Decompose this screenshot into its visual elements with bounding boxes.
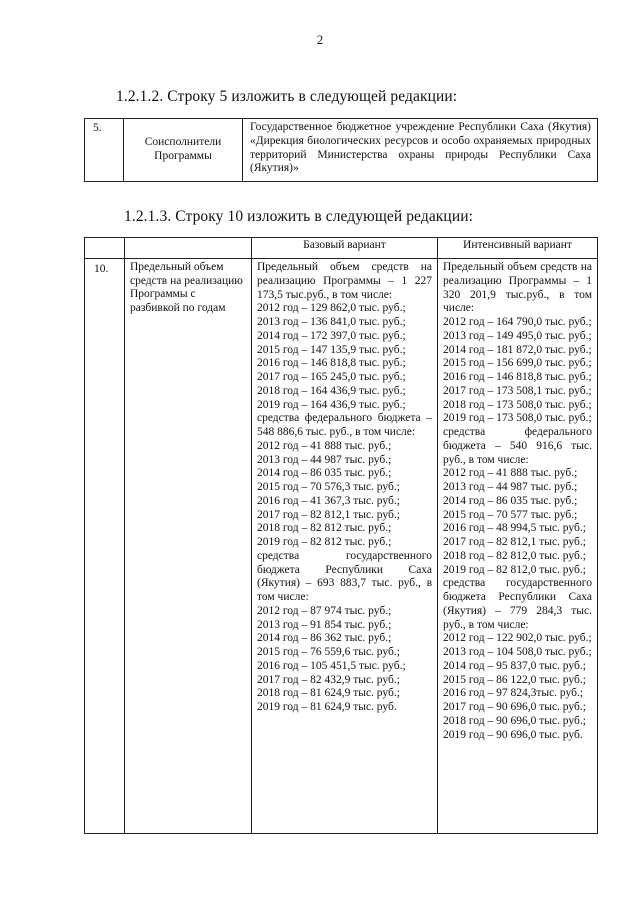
row-label: Соисполнители Программы xyxy=(124,119,243,182)
year-amount-line: 2017 год – 90 696,0 тыс. руб.; xyxy=(443,701,586,713)
year-amount-line: 2019 год – 82 812,0 тыс. руб.; xyxy=(443,563,586,576)
intensive-variant-text xyxy=(438,259,597,742)
year-amount-line: 2017 год – 82 812,1 тыс. руб.; xyxy=(257,508,400,521)
year-amount-line: 2015 год – 70 576,3 тыс. руб.; xyxy=(257,481,400,493)
intensive-state-years-list xyxy=(443,632,592,742)
row-label: Предельный объем средств на реализацию Программы с разбивкой по годам xyxy=(125,259,252,834)
year-amount-line: 2016 год – 97 824,3тыс. руб.; xyxy=(443,687,584,700)
year-amount-line: 2017 год – 82 812,1 тыс. руб.; xyxy=(443,536,586,548)
intensive-state: средства государственного бюджета Республики Саха (Якутия) – 779 284,3 тыс. руб., в том числе: xyxy=(443,577,592,631)
section-heading-row10: 1.2.1.3. Строку 10 изложить в следующей редакции: xyxy=(124,208,474,225)
year-amount-line: 2014 год – 86 035 тыс. руб.; xyxy=(443,494,578,507)
table-row xyxy=(85,259,598,834)
year-amount-line: 2015 год – 147 135,9 тыс. руб.; xyxy=(257,343,406,356)
year-amount-line: 2019 год – 164 436,9 тыс. руб.; xyxy=(257,398,406,411)
year-amount-line: 2013 год – 91 854 тыс. руб.; xyxy=(257,618,392,631)
base-state-years-list xyxy=(257,605,432,715)
year-amount-line: 2013 год – 44 987 тыс. руб.; xyxy=(257,453,392,466)
header-empty-label xyxy=(125,238,252,259)
intensive-federal-years-list xyxy=(443,467,592,577)
year-amount-line: 2016 год – 105 451,5 тыс. руб.; xyxy=(257,659,406,672)
year-amount-line: 2017 год – 82 432,9 тыс. руб.; xyxy=(257,673,400,686)
year-amount-line: 2018 год – 164 436,9 тыс. руб.; xyxy=(257,384,406,397)
year-amount-line: 2014 год – 86 035 тыс. руб.; xyxy=(257,467,392,480)
year-amount-line: 2018 год – 173 508,0 тыс. руб.; xyxy=(443,398,592,411)
year-amount-line: 2019 год – 82 812 тыс. руб.; xyxy=(257,536,392,548)
base-total: Предельный объем средств на реализацию Программы – 1 227 173,5 тыс.руб., в том числе: xyxy=(257,261,432,301)
year-amount-line: 2017 год – 165 245,0 тыс. руб.; xyxy=(257,371,406,383)
year-amount-line: 2018 год – 90 696,0 тыс. руб.; xyxy=(443,714,586,727)
base-years-list xyxy=(257,302,432,412)
year-amount-line: 2012 год – 122 902,0 тыс. руб.; xyxy=(443,632,592,645)
year-amount-line: 2012 год – 164 790,0 тыс. руб.; xyxy=(443,316,592,328)
year-amount-line: 2012 год – 129 862,0 тыс. руб.; xyxy=(257,302,406,315)
page-number: 2 xyxy=(316,32,324,47)
intensive-total: Предельный объем средств на реализацию Программы – 1 320 201,9 тыс.руб., в том числе: xyxy=(443,261,592,315)
year-amount-line: 2019 год – 173 508,0 тыс. руб.; xyxy=(443,412,592,425)
table-row xyxy=(85,119,598,182)
row10-table xyxy=(84,237,598,834)
year-amount-line: 2019 год – 90 696,0 тыс. руб. xyxy=(443,728,583,741)
year-amount-line: 2019 год – 81 624,9 тыс. руб. xyxy=(257,701,397,713)
year-amount-line: 2015 год – 76 559,6 тыс. руб.; xyxy=(257,646,400,658)
base-variant-text xyxy=(252,259,437,715)
year-amount-line: 2013 год – 149 495,0 тыс. руб.; xyxy=(443,329,592,342)
year-amount-line: 2016 год – 146 818,8 тыс. руб.; xyxy=(257,357,406,370)
year-amount-line: 2016 год – 41 367,3 тыс. руб.; xyxy=(257,494,400,507)
intensive-years-list xyxy=(443,316,592,426)
table-header-row xyxy=(85,238,598,259)
year-amount-line: 2016 год – 48 994,5 тыс. руб.; xyxy=(443,522,586,535)
section-heading-row5: 1.2.1.2. Строку 5 изложить в следующей редакции: xyxy=(116,88,458,105)
year-amount-line: 2015 год – 70 577 тыс. руб.; xyxy=(443,508,578,521)
base-state: средства государственного бюджета Республики Саха (Якутия) – 693 883,7 тыс. руб., в том числе: xyxy=(257,549,432,603)
year-amount-line: 2012 год – 41 888 тыс. руб.; xyxy=(257,439,392,452)
year-amount-line: 2015 год – 156 699,0 тыс. руб.; xyxy=(443,357,592,370)
row5-table xyxy=(84,118,598,182)
base-variant-cell xyxy=(252,259,438,834)
year-amount-line: 2013 год – 136 841,0 тыс. руб.; xyxy=(257,316,406,328)
year-amount-line: 2013 год – 44 987 тыс. руб.; xyxy=(443,481,578,493)
year-amount-line: 2014 год – 181 872,0 тыс. руб.; xyxy=(443,343,592,356)
row-number: 10. xyxy=(85,259,125,834)
header-empty-num xyxy=(85,238,125,259)
year-amount-line: 2015 год – 86 122,0 тыс. руб.; xyxy=(443,673,586,686)
intensive-variant-cell xyxy=(438,259,598,834)
year-amount-line: 2018 год – 82 812,0 тыс. руб.; xyxy=(443,549,586,562)
year-amount-line: 2014 год – 172 397,0 тыс. руб.; xyxy=(257,329,406,342)
year-amount-line: 2016 год – 146 818,8 тыс. руб.; xyxy=(443,371,592,383)
row-number: 5. xyxy=(85,119,124,182)
column-header-intensive: Интенсивный вариант xyxy=(438,238,598,259)
year-amount-line: 2017 год – 173 508,1 тыс. руб.; xyxy=(443,384,592,397)
year-amount-line: 2012 год – 41 888 тыс. руб.; xyxy=(443,467,578,480)
base-federal-years-list xyxy=(257,440,432,550)
year-amount-line: 2018 год – 81 624,9 тыс. руб.; xyxy=(257,687,400,700)
year-amount-line: 2018 год – 82 812 тыс. руб.; xyxy=(257,522,392,535)
row-text: Государственное бюджетное учреждение Республики Саха (Якутия) «Дирекция биологических ресурсов и особо охраняемых природных территорий Министерства охраны природы Республики Саха (Якутия)» xyxy=(243,119,598,182)
intensive-federal: средства федерального бюджета – 540 916,6 тыс. руб., в том числе: xyxy=(443,426,592,466)
year-amount-line: 2013 год – 104 508,0 тыс. руб.; xyxy=(443,646,592,658)
column-header-base: Базовый вариант xyxy=(252,238,438,259)
base-federal: средства федерального бюджета – 548 886,6 тыс. руб., в том числе: xyxy=(257,412,432,438)
year-amount-line: 2012 год – 87 974 тыс. руб.; xyxy=(257,604,392,617)
year-amount-line: 2014 год – 86 362 тыс. руб.; xyxy=(257,632,392,645)
year-amount-line: 2014 год – 95 837,0 тыс. руб.; xyxy=(443,659,586,672)
